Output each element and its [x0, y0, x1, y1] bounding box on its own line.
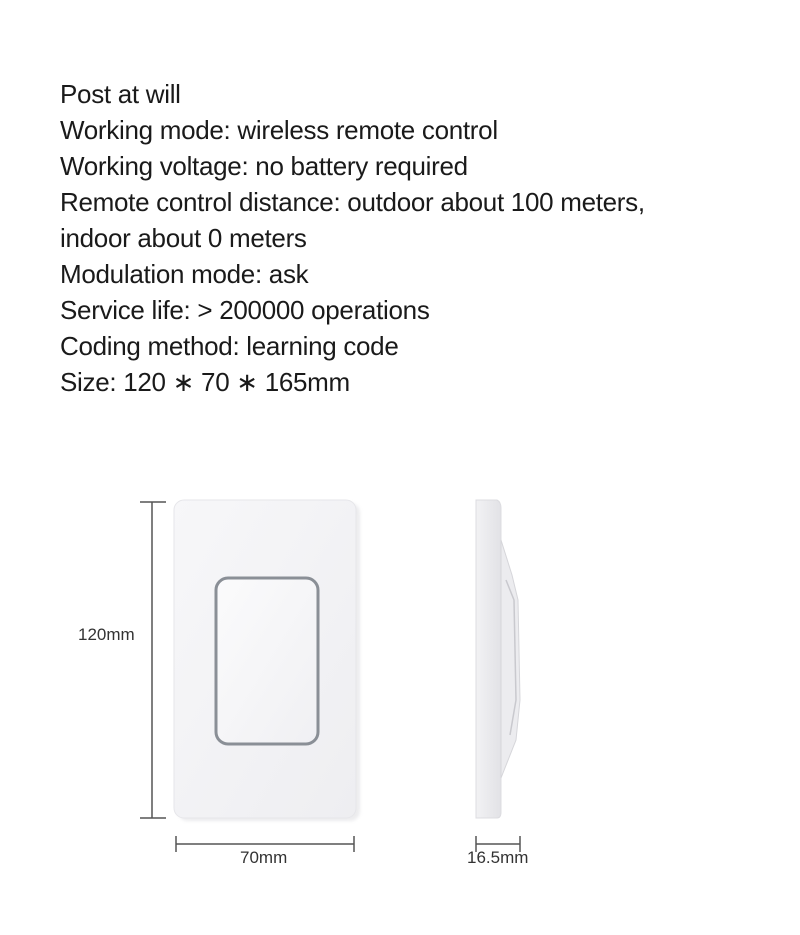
spec-size: Size: 120 ∗ 70 ∗ 165mm [60, 367, 350, 397]
height-dimension-label: 120mm [78, 625, 135, 644]
spec-remote-distance-indoor: indoor about 0 meters [60, 223, 307, 253]
switch-side-view [476, 500, 520, 818]
spec-coding-method: Coding method: learning code [60, 331, 399, 361]
spec-post-at-will: Post at will [60, 79, 181, 109]
height-dimension-line [140, 502, 166, 818]
width-dimension-label: 70mm [240, 848, 288, 867]
spec-remote-distance: Remote control distance: outdoor about 100 meters, [60, 187, 645, 217]
spec-working-mode: Working mode: wireless remote control [60, 115, 498, 145]
spec-modulation-mode: Modulation mode: ask [60, 259, 309, 289]
spec-service-life: Service life: > 200000 operations [60, 295, 430, 325]
spec-working-voltage: Working voltage: no battery required [60, 151, 468, 181]
depth-dimension-label: 16.5mm [467, 848, 529, 867]
switch-front-view [174, 500, 360, 821]
switch-button [216, 578, 318, 744]
